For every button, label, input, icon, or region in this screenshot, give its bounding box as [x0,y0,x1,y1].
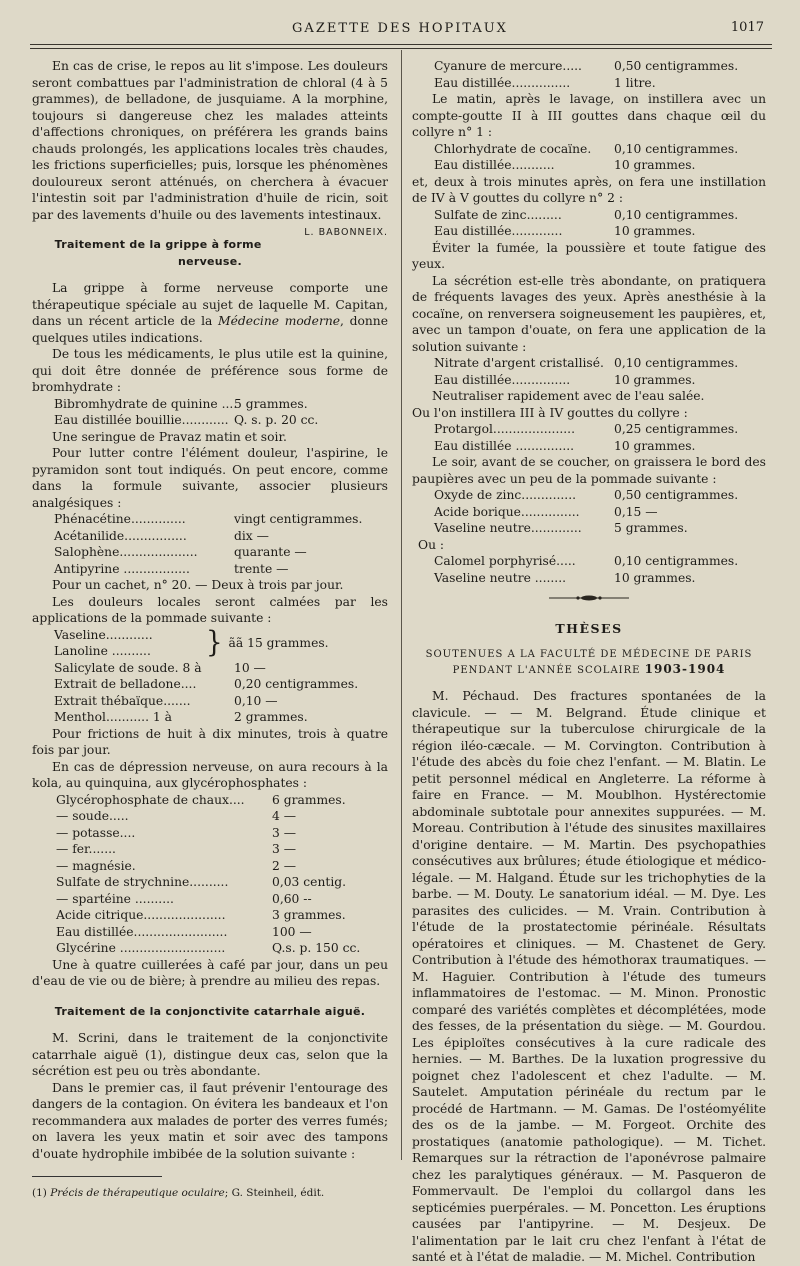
prescription-line: — soude..... 4 — [56,809,297,823]
evening-instruction: Le soir, avant de se coucher, on graissera le bord des paupières avec un peu de la pommade suivante : [412,455,766,486]
prescription-cyanure [412,58,766,91]
brace-icon: } [206,626,223,660]
prescription-line: Salophène.................... quarante — [54,545,307,559]
prescription-line: Vaseline neutre............. 5 grammes. [434,521,688,535]
prescription-line: Eau distillée ............... 10 grammes. [434,438,696,453]
prescription-line: Vaseline neutre ........ 10 grammes. [434,570,696,585]
pommade-paragraph: Les douleurs locales seront calmées par les applications de la pommade suivante : [32,594,388,625]
theses-list: M. Péchaud. Des fractures spontanées de la clavicule. — — M. Belgrand. Étude clinique et thérapeutique sur la tuberculose chirurgicale de la région iléo-cæcale. — M. Corvington. Contribution à l'étude des abcès du foie chez l'enfant. — M. Blatin. Le petit personnel médical en Angleterre. La réforme à faire en France. — M. Moublhon. Hystérectomie abdominale subtotale pour annexites suppurées. — M. Moreau. Contribution à l'étude des sinusites maxillaires d'origine dentaire. — M. Martin. Des psychopathies consécutives aux brûlures; étude étiologique et médico-légale. — M. Halgand. Étude sur les trichophyties de la barbe. — M. Douty. Le sanatorium idéal. — M. Dye. Les parasites des culicides. — M. Vrain. Contribution à l'étude de la prostatectomie périnéale. Résultats opératoires et cliniques. — M. Chastenet de Gery. Contribution à l'étude des hémothorax traumatiques. — M. Haguier. Contribution à l'étude des tumeurs inflammatoires de l'estomac. — M. Minon. Pronostic comparé des variétés complètes et décomplétées, mode des fesses, de la présentation du siège. — M. Gourdou. Les épiploïtes consécutives à la cure radicale des hernies. — M. Barthes. De la luxation progressive du poignet chez l'adolescent et chez l'adulte. — M. Sautelet. Amputation périnéale du rectum par le procédé de Hartmann. — M. Gamas. De l'ostéomyélite des os de la jambe. — M. Forgeot. Orchite des prostatiques (anatomie pathologique). — M. Tichet. Remarques sur la rétraction de l'aponévrose palmaire chez les paralytiques généraux. — M. Pasqueron de Fommervault. De l'emploi du collargol dans les septicémies puerpérales. — M. Poncetton. Les éruptions causées par l'antipyrine. — M. Desjeux. De l'alimentation par le lait cru chez l'enfant à l'état de santé et à l'état de maladie. — M. Michel. Contribution [412,689,766,1264]
prescription-pommade [32,627,388,726]
prescription-line: Sulfate de strychnine.......... 0,03 centig. [56,875,347,889]
prescription-zinc [412,487,766,537]
prescription-line: Protargol..................... 0,25 centigrammes. [434,422,739,436]
prescription-collyre-1 [412,141,766,174]
prescription-line: Salicylate de soude. 8 à 10 — [54,660,266,675]
prescription-line: — potasse.... 3 — [56,825,297,840]
alt-collyre: Ou l'on instillera III à IV gouttes du collyre : [412,405,688,420]
prescription-line: Eau distillée bouillie............ Q. s. p. 20 cc. [54,413,319,427]
right-column [412,58,766,1266]
depression-paragraph: En cas de dépression nerveuse, on aura recours à la kola, au quinquina, aux glycérophosphates : [32,759,388,790]
prescription-line: Calomel porphyrisé..... 0,10 centigrammes. [434,554,739,568]
prescription-calomel [412,553,766,586]
theses-subtitle: SOUTENUES A LA FACULTÉ DE MÉDECINE DE PARIS PENDANT L'ANNÉE SCOLAIRE 1903-1904 [425,649,753,676]
prescription-nitrate [412,355,766,388]
cachet-instruction: Pour un cachet, n° 20. — Deux à trois par jour. [52,578,344,592]
prescription-line: Eau distillée........... 10 grammes. [434,158,696,172]
prescription-collyre-2 [412,207,766,240]
second-instillation: et, deux à trois minutes après, on fera une instillation de IV à V gouttes du collyre n° 2 : [412,174,766,205]
prescription-line: Phénacétine.............. vingt centigrammes. [54,512,363,526]
prescription-line: Eau distillée............... 1 litre. [434,75,656,90]
prescription-protargol [412,421,766,454]
prescription-line: Acide borique............... 0,15 — [434,504,658,519]
prescription-line: — fer....... 3 — [56,842,297,856]
page-number: 1017 [730,20,764,35]
grippe-intro: La grippe à forme nerveuse comporte une thérapeutique spéciale au sujet de laquelle M. Capitan, dans un récent article de la Médecine moderne, donne quelques utiles indications. [32,281,388,345]
prescription-line: Glycérophosphate de chaux.... 6 grammes. [56,792,346,807]
column-divider [401,50,402,1160]
prescription-quinine [32,396,388,429]
section-title-conjonctivite: Traitement de la conjonctivite catarrhale aiguë. [54,1004,366,1018]
abundant-secretion: La sécrétion est-elle très abondante, on pratiquera de fréquents lavages des yeux. Après anesthésie à la cocaïne, on renversera soigneusement les paupières, et, avec un tampon d'ouate, on fera une application de la solution suivante : [412,273,766,354]
left-column [32,58,388,1202]
author-signature: L. BABONNEIX. [304,227,388,238]
dosage-instruction: Une à quatre cuillerées à café par jour, dans un peu d'eau de vie ou de bière; à prendre au milieu des repas. [32,957,388,988]
journal-title: Médecine moderne [218,314,341,328]
prescription-line: Nitrate d'argent cristallisé. 0,10 centigrammes. [434,356,739,370]
friction-instruction: Pour frictions de huit à dix minutes, trois à quatre fois par jour. [32,726,388,757]
prescription-line: Glycérine ........................... Q.s. p. 150 cc. [56,941,361,955]
pravaz-instruction: Une seringue de Pravaz matin et soir. [52,429,287,444]
quinine-paragraph: De tous les médicaments, le plus utile est la quinine, qui doit être donnée de préférence sous forme de bromhydrate : [32,347,388,394]
footnote-rule [32,1176,162,1177]
pain-paragraph: Pour lutter contre l'élément douleur, l'aspirine, le pyramidon sont tout indiqués. On peut encore, comme dans la formule suivante, associer plusieurs analgésiques : [32,446,388,510]
prescription-line: Eau distillée............... 10 grammes. [434,372,696,387]
prescription-line: — magnésie. 2 — [56,858,297,873]
crisis-paragraph: En cas de crise, le repos au lit s'impose. Les douleurs seront combattues par l'administration de chloral (4 à 5 grammes), de belladone, de jusquiame. A la morphine, toujours si dangereuse chez les malades atteints d'affections chroniques, on préférera les grands bains chauds prolongés, les applications locales très chaudes, les frictions superficielles; puis, lorsque les phénomènes douloureux seront atténués, on cherchera à évacuer l'intestin soit par l'administration d'huile de ricin, soit par des lavements d'huile ou des lavements intestinaux. L. BABONNEIX. [32,58,388,223]
brace-group: Vaseline............ Lanoline .......... } ãã 15 grammes. [54,626,329,660]
ornament-rule-icon [549,594,629,602]
morning-instillation: Le matin, après le lavage, on instillera avec un compte-goutte II à III gouttes dans chaque œil du collyre n° 1 : [412,92,766,139]
prescription-line: Cyanure de mercure..... 0,50 centigrammes. [434,59,739,73]
conjonctivite-first-case: Dans le premier cas, il faut prévenir l'entourage des dangers de la contagion. On évitera les bandeaux et l'on recommandera aux malades de porter des verres fumés; on lavera les yeux matin et soir avec des tampons d'ouate hydrophile imbibée de la solution suivante : [32,1080,388,1161]
prescription-line: — spartéine .......... 0,60 -- [56,891,312,906]
prescription-line: Bibromhydrate de quinine .... 5 grammes. [54,396,308,411]
prescription-line: Eau distillée........................ 100 — [56,924,312,939]
prescription-line: Sulfate de zinc......... 0,10 centigrammes. [434,207,739,222]
prescription-line: Acide citrique..................... 3 grammes. [56,908,346,922]
prescription-line: Menthol........... 1 à 2 grammes. [54,710,308,724]
ornament-separator [412,592,766,609]
prescription-line: Oxyde de zinc.............. 0,50 centigrammes. [434,488,739,502]
prescription-glycerophosphates [32,792,388,957]
footnote: (1) Précis de thérapeutique oculaire; G. Steinheil, édit. [32,1187,325,1199]
header-rule-second [30,48,772,49]
prescription-line: Extrait de belladone.... 0,20 centigrammes. [54,677,359,691]
prescription-analgesics [32,511,388,577]
prescription-line: Eau distillée............. 10 grammes. [434,224,696,238]
prescription-line: Acétanilide................ dix — [54,528,269,543]
avoid-smoke: Éviter la fumée, la poussière et toute fatigue des yeux. [412,240,766,271]
neutralize: Neutraliser rapidement avec de l'eau salée. [432,389,705,403]
prescription-line: Antipyrine ................. trente — [54,561,289,576]
theses-title: THÈSES [555,620,623,636]
masthead-title: GAZETTE DES HOPITAUX [292,21,508,36]
header-rule [30,44,772,45]
section-title-grippe: Traitement de la grippe à forme nerveuse. [54,238,262,268]
prescription-line: Chlorhydrate de cocaïne. 0,10 centigrammes. [434,141,739,156]
prescription-line: Extrait thébaïque....... 0,10 — [54,693,278,708]
conjonctivite-intro: M. Scrini, dans le traitement de la conjonctivite catarrhale aiguë (1), distingue deux cas, selon que la sécrétion est peu ou très abondante. [32,1031,388,1078]
or-label: Ou : [418,537,445,552]
